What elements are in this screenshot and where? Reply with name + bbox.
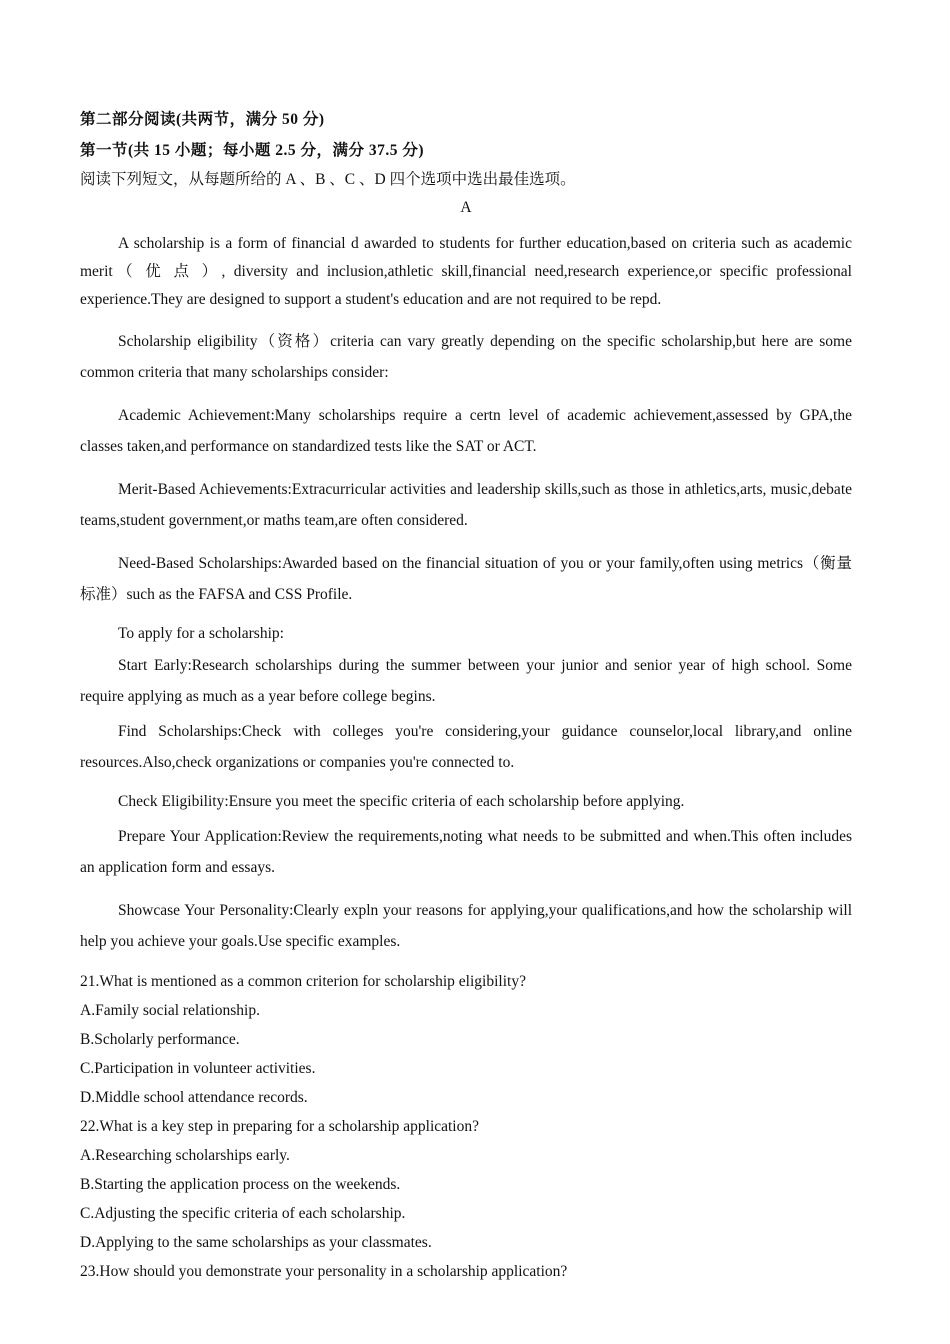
question-21-stem: 21.What is mentioned as a common criterion for scholarship eligibility? [80, 973, 526, 990]
question-21-option-a: A.Family social relationship. [80, 1002, 260, 1019]
passage-paragraph-academic: Academic Achievement:Many scholarships require a certn level of academic achievement,assessed by GPA,the classes taken,and performance on standardized tests like the SAT or ACT. [80, 407, 852, 455]
passage-paragraph-eligibility: Scholarship eligibility（资格）criteria can vary greatly depending on the specific scholarship,but here are some common criteria that many scholarships consider: [80, 333, 852, 381]
passage-paragraph-find: Find Scholarships:Check with colleges you're considering,your guidance counselor,local library,and online resources.Also,check organizations or companies you're connected to. [80, 723, 852, 771]
passage-paragraph-showcase: Showcase Your Personality:Clearly expln your reasons for applying,your qualifications,and how the scholarship will help you achieve your goals.Use specific examples. [80, 902, 852, 950]
passage-paragraph-merit: Merit-Based Achievements:Extracurricular activities and leadership skills,such as those in athletics,arts, music,debate teams,student government,or maths team,are often considered. [80, 481, 852, 529]
passage-paragraph-need: Need-Based Scholarships:Awarded based on the financial situation of you or your family,often using metrics（衡量标准）such as the FAFSA and CSS Profile. [80, 555, 852, 603]
question-21-option-c: C.Participation in volunteer activities. [80, 1060, 316, 1077]
part-title: 第二部分阅读(共两节，满分 50 分) [80, 111, 325, 128]
passage-paragraph-start-early: Start Early:Research scholarships during the summer between your junior and senior year of high school. Some require applying as much as a year before college begins. [80, 657, 852, 705]
question-22-stem: 22.What is a key step in preparing for a scholarship application? [80, 1118, 479, 1135]
section-title: 第一节(共 15 小题；每小题 2.5 分，满分 37.5 分) [80, 142, 425, 159]
question-23-stem: 23.How should you demonstrate your personality in a scholarship application? [80, 1263, 568, 1280]
question-21-option-d: D.Middle school attendance records. [80, 1089, 308, 1106]
instruction: 阅读下列短文，从每题所给的 A 、B 、C 、D 四个选项中选出最佳选项。 [80, 171, 576, 188]
question-22-option-a: A.Researching scholarships early. [80, 1147, 290, 1164]
question-21-option-b: B.Scholarly performance. [80, 1031, 240, 1048]
passage-paragraph-intro: A scholarship is a form of financial d awarded to students for further education,based on criteria such as academic merit（ 优 点 ）, diversity and inclusion,athletic skill,financial need,research experience,or specific professional experience.They are designed to support a student's education and are not required to be repd. [80, 235, 852, 308]
passage-paragraph-apply: To apply for a scholarship: [118, 625, 284, 642]
question-22-option-c: C.Adjusting the specific criteria of each scholarship. [80, 1205, 406, 1222]
passage-paragraph-prepare: Prepare Your Application:Review the requirements,noting what needs to be submitted and when.This often includes an application form and essays. [80, 828, 852, 876]
exam-page [80, 104, 852, 1286]
passage-paragraph-check: Check Eligibility:Ensure you meet the specific criteria of each scholarship before applying. [118, 793, 685, 810]
question-22-option-d: D.Applying to the same scholarships as your classmates. [80, 1234, 432, 1251]
passage-label: A [460, 199, 472, 216]
question-22-option-b: B.Starting the application process on the weekends. [80, 1176, 401, 1193]
